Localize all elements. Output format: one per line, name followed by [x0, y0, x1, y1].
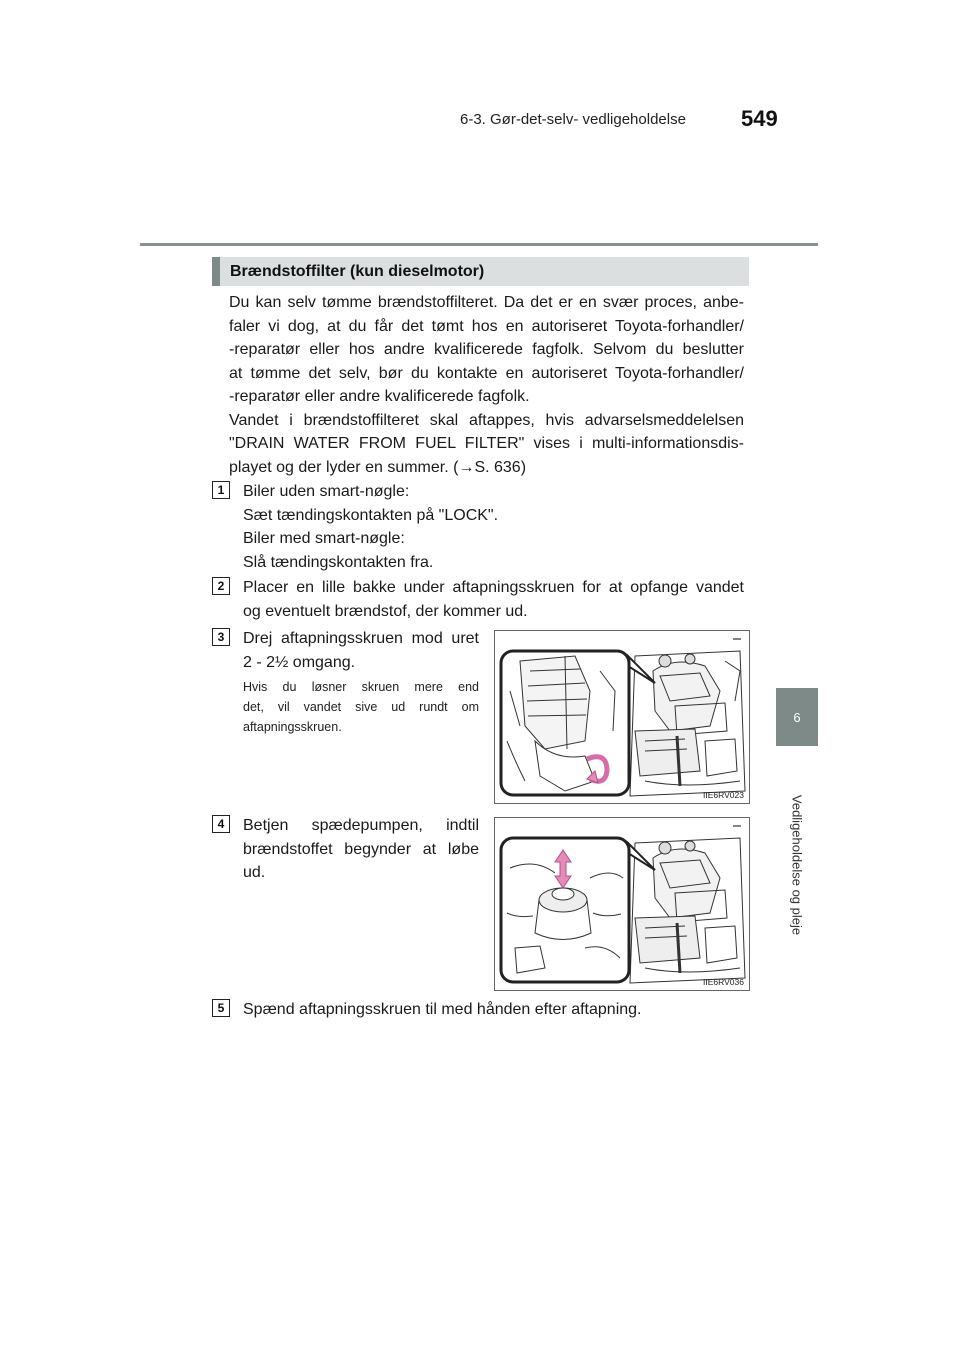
intro-line: Du kan selv tømme brændstoffilteret. Da det er en svær proces, anbe- [229, 294, 744, 311]
section-heading [212, 257, 749, 286]
step-line: og eventuelt brændstof, der kommer ud. [243, 602, 528, 620]
page-number: 549 [741, 106, 778, 131]
step-3-text [243, 627, 479, 674]
chapter-side-label: Vedligeholdelse og pleje [789, 794, 805, 936]
step-line: Betjen spædepumpen, indtil [243, 817, 479, 834]
step-line: Slå tændingskontakten fra. [243, 553, 434, 571]
note-line: aftapningsskruen. [243, 720, 342, 734]
heading-accent-bar [212, 257, 220, 286]
step-2-text [243, 576, 744, 623]
step-line: Sæt tændingskontakten på "LOCK". [243, 506, 499, 524]
step-line: Drej aftapningsskruen mod uret [243, 630, 479, 647]
intro-line: at tømme det selv, bør du kontakte en autoriseret Toyota-forhandler/ [229, 364, 744, 382]
chapter-tab [776, 688, 818, 746]
note-line: det, vil vandet sive ud rundt om [243, 700, 479, 714]
intro-line: -reparatør eller andre kvalificerede fagfolk. [229, 388, 530, 405]
figure-code: IIE6RV036 [703, 977, 744, 987]
step-number-4: 4 [212, 815, 230, 833]
engine-bay-illustration-1 [495, 631, 749, 803]
step-4-text [243, 814, 479, 885]
intro-line: faler vi dog, at du får det tømt hos en autoriseret Toyota-forhandler/ [229, 317, 744, 335]
note-line: Hvis du løsner skruen mere end [243, 680, 479, 694]
figure-code: IIE6RV023 [703, 790, 744, 800]
step-number-3: 3 [212, 628, 230, 646]
step-line: Spænd aftapningsskruen til med hånden efter aftapning. [243, 1001, 642, 1018]
section-heading-text: Brændstoffilter (kun dieselmotor) [230, 262, 485, 280]
step-line: ud. [243, 864, 266, 881]
intro-paragraph [229, 291, 744, 479]
header-rule [140, 243, 818, 246]
step-line: Biler med smart-nøgle: [243, 530, 405, 547]
step-line: Biler uden smart-nøgle: [243, 483, 410, 500]
figure-priming-pump [494, 817, 750, 991]
intro-line: -reparatør eller hos andre kvalificerede fagfolk. Selvom du beslutter [229, 341, 744, 358]
step-number-5: 5 [212, 999, 230, 1017]
step-line: brændstoffet begynder at løbe [243, 840, 479, 858]
step-5-text [243, 998, 642, 1022]
step-number-1: 1 [212, 481, 230, 499]
running-header-section: 6-3. Gør-det-selv- vedligeholdelse [460, 111, 686, 128]
step-3-note [243, 677, 479, 737]
chapter-number: 6 [793, 709, 801, 725]
intro-line: Vandet i brændstoffilteret skal aftappes, hvis advarselsmeddelelsen [229, 411, 744, 429]
engine-bay-illustration-2 [495, 818, 749, 990]
step-1-text [243, 480, 498, 574]
step-number-2: 2 [212, 577, 230, 595]
intro-line: "DRAIN WATER FROM FUEL FILTER" vises i multi-informationsdis- [229, 435, 744, 452]
step-line: Placer en lille bakke under aftapningsskruen for at opfange vandet [243, 579, 744, 596]
step-line: 2 - 2½ omgang. [243, 653, 356, 671]
intro-line: playet og der lyder en summer. (→S. 636) [229, 458, 527, 476]
figure-drain-screw [494, 630, 750, 804]
